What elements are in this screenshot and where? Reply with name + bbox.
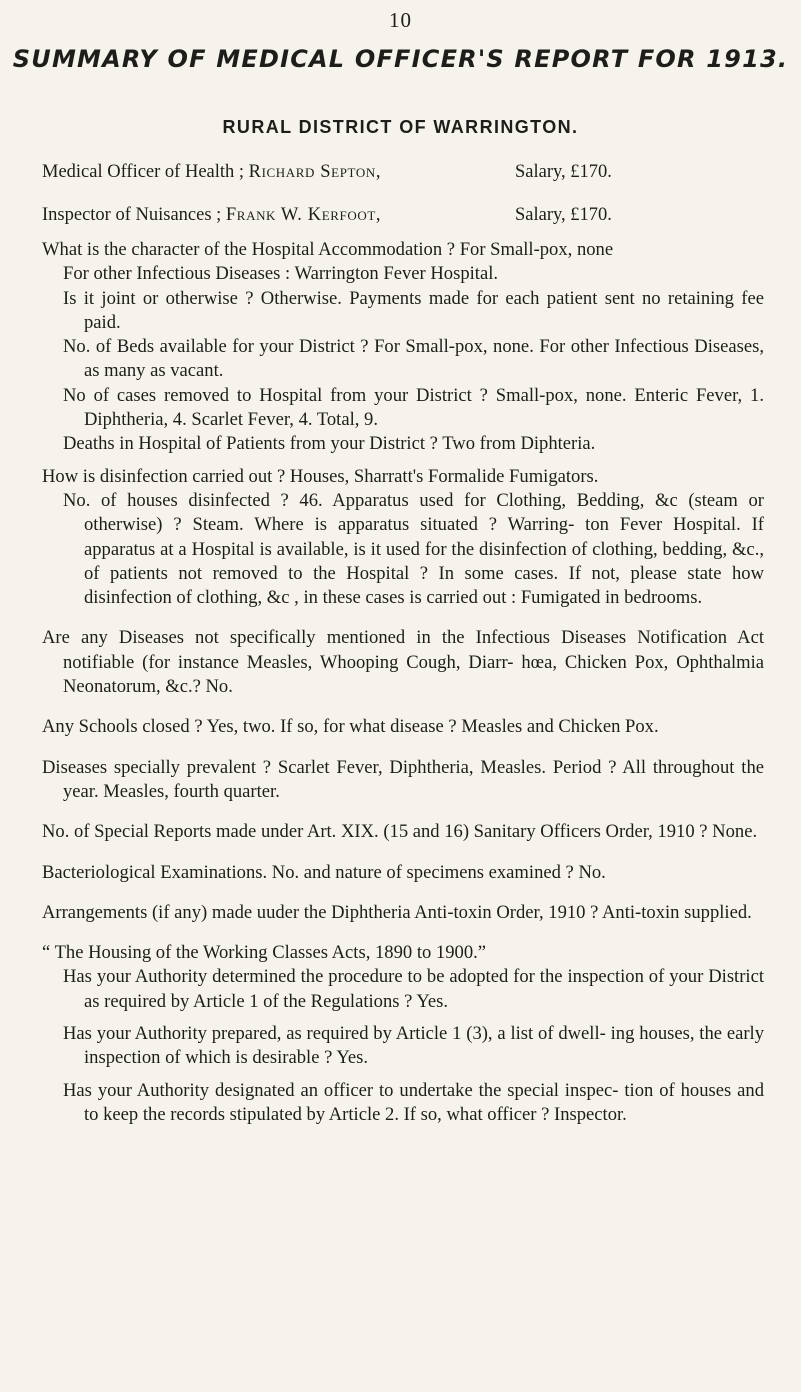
officer-row-medical (42, 157, 762, 200)
question-special-reports: No. of Special Reports made under Art. XIX. (15 and 16) Sanitary Officers Order, 1910 ? None. (42, 821, 758, 843)
question-deaths: Deaths in Hospital of Patients from your District ? Two from Diphteria. (63, 433, 596, 455)
question-houses-disinfected: No. of houses disinfected ? 46. Apparatus used for Clothing, Bedding, &c (steam or otherwise) ? Steam. Where is apparatus situated ? Warring- ton Fever Hospital. If apparatus at a Hospital is available, is it used for the disinfection of clothing, bedding, &c., of patients not removed to the Hospital ? In some cases. If not, please state how disinfection of clothing, &c , in these cases is carried out : Fumigated in bedrooms. (63, 489, 764, 609)
question-notifiable-diseases: Are any Diseases not specifically mentioned in the Infectious Diseases Notification Act notifiable (for instance Measles, Whooping Cough, Diarr- hœa, Chicken Pox, Ophthalmia Neonatorum, &c.? No. (42, 627, 764, 698)
question-joint: Is it joint or otherwise ? Otherwise. Payments made for each patient sent no retaining fee paid. (63, 287, 764, 333)
question-inspection-procedure: Has your Authority determined the procedure to be adopted for the inspection of your District as required by Article 1 of the Regulations ? Yes. (63, 966, 764, 1012)
question-schools-closed: Any Schools closed ? Yes, two. If so, for what disease ? Measles and Chicken Pox. (42, 716, 659, 738)
question-dwelling-list: Has your Authority prepared, as required by Article 1 (3), a list of dwell- ing houses, the early inspection of which is desirable ? Yes. (63, 1023, 764, 1069)
officer-salary: Salary, £170. (515, 205, 612, 225)
question-prevalent-diseases: Diseases specially prevalent ? Scarlet Fever, Diphtheria, Measles. Period ? All throughout the year. Measles, fourth quarter. (42, 756, 764, 802)
question-beds: No. of Beds available for your District ? For Small-pox, none. For other Infectious Diseases, as many as vacant. (63, 336, 764, 382)
question-anti-toxin: Arrangements (if any) made uuder the Diphtheria Anti-toxin Order, 1910 ? Anti-toxin supplied. (42, 901, 752, 923)
officer-name: Frank W. Kerfoot, (225, 205, 382, 225)
question-designated-officer: Has your Authority designated an officer to undertake the special inspec- tion of houses and to keep the records stipulated by Article 2. If so, what officer ? Inspector. (63, 1079, 764, 1125)
page-number: 10 (389, 8, 412, 32)
report-body (42, 238, 764, 1143)
question-hospital-character: What is the character of the Hospital Accommodation ? For Small-pox, none (42, 239, 614, 260)
question-other-infectious: For other Infectious Diseases : Warrington Fever Hospital. (63, 263, 499, 285)
officers-list (42, 157, 762, 243)
officer-name: Richard Septon, (248, 162, 382, 182)
question-cases-removed: No of cases removed to Hospital from your District ? Small-pox, none. Enteric Fever, 1. Diphtheria, 4. Scarlet Fever, 4. Total, 9. (63, 384, 764, 431)
officer-salary: Salary, £170. (515, 162, 612, 182)
housing-acts-heading: “ The Housing of the Working Classes Acts, 1890 to 1900.” (42, 942, 487, 964)
district-heading: RURAL DISTRICT OF WARRINGTON. (222, 117, 579, 137)
question-disinfection: How is disinfection carried out ? Houses, Sharratt's Formalide Fumigators. (42, 465, 599, 487)
question-bacteriological: Bacteriological Examinations. No. and nature of specimens examined ? No. (42, 861, 606, 883)
officer-role: Medical Officer of Health ; (42, 162, 249, 182)
page-title: SUMMARY OF MEDICAL OFFICER'S REPORT FOR 1913. (12, 45, 789, 73)
officer-role: Inspector of Nuisances ; (42, 205, 226, 225)
officer-row-inspector (42, 200, 762, 243)
